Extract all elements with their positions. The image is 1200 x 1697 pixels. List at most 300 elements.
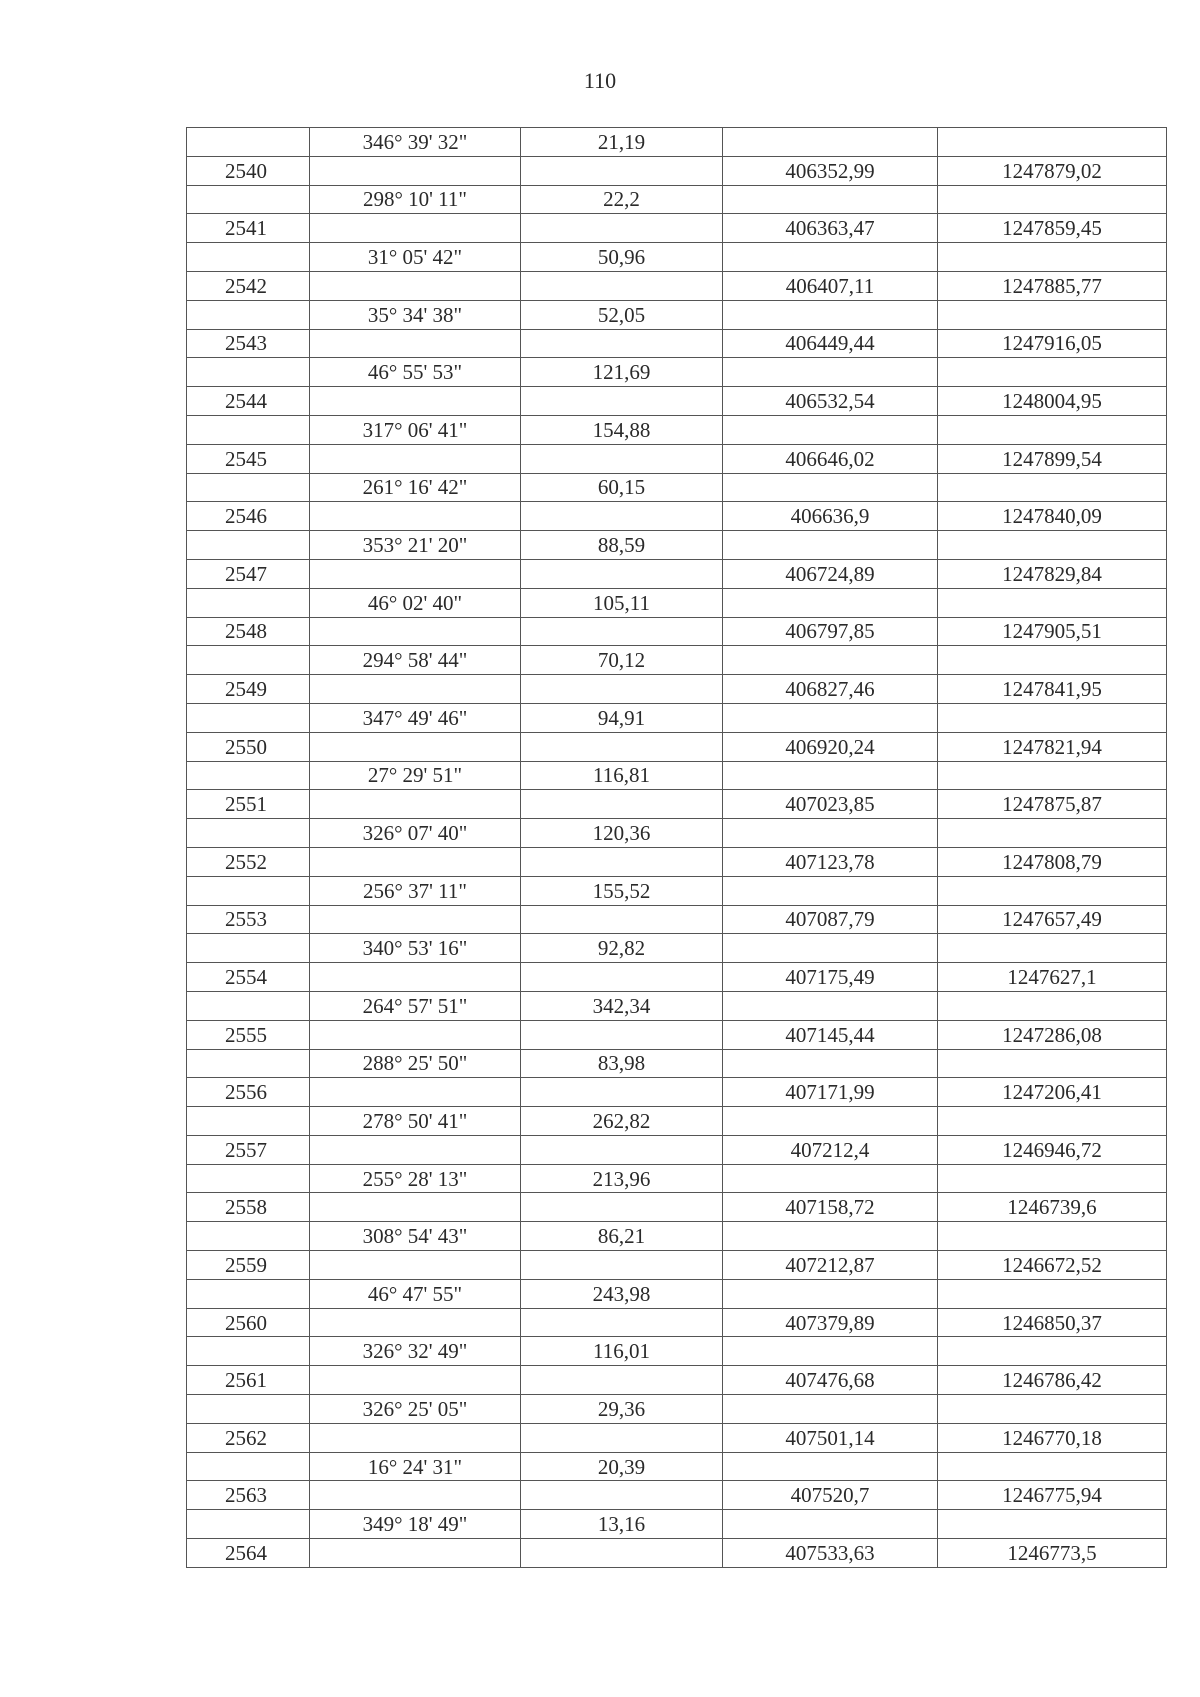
x-coordinate-cell [723,1279,938,1308]
table-row [187,1107,1167,1136]
y-coordinate-cell [938,1222,1167,1251]
y-coordinate-cell [938,1395,1167,1424]
point-number-cell: 2543 [187,329,310,358]
direction-angle-cell: 16° 24' 31" [310,1452,521,1481]
table-row [187,617,1167,646]
table-row [187,473,1167,502]
x-coordinate-cell: 407145,44 [723,1020,938,1049]
point-number-cell [187,243,310,272]
point-number-cell: 2559 [187,1251,310,1280]
point-number-cell [187,1164,310,1193]
x-coordinate-cell [723,1107,938,1136]
distance-cell [521,1481,723,1510]
y-coordinate-cell: 1246775,94 [938,1481,1167,1510]
x-coordinate-cell [723,1395,938,1424]
distance-cell: 120,36 [521,819,723,848]
coordinates-table [186,127,1167,1568]
direction-angle-cell [310,847,521,876]
table-row [187,358,1167,387]
page-number: 110 [583,68,617,93]
direction-angle-cell [310,1251,521,1280]
point-number-cell: 2550 [187,732,310,761]
y-coordinate-cell: 1247899,54 [938,444,1167,473]
distance-cell [521,675,723,704]
direction-angle-cell: 349° 18' 49" [310,1510,521,1539]
direction-angle-cell [310,1481,521,1510]
distance-cell [521,214,723,243]
table-row [187,559,1167,588]
point-number-cell: 2558 [187,1193,310,1222]
y-coordinate-cell [938,1164,1167,1193]
table-row [187,531,1167,560]
distance-cell: 121,69 [521,358,723,387]
y-coordinate-cell [938,1049,1167,1078]
y-coordinate-cell: 1247627,1 [938,963,1167,992]
distance-cell [521,387,723,416]
y-coordinate-cell: 1246770,18 [938,1423,1167,1452]
x-coordinate-cell: 407476,68 [723,1366,938,1395]
table-row [187,444,1167,473]
x-coordinate-cell [723,703,938,732]
point-number-cell [187,1395,310,1424]
table-row [187,1423,1167,1452]
distance-cell [521,1539,723,1568]
x-coordinate-cell: 406636,9 [723,502,938,531]
x-coordinate-cell: 406352,99 [723,156,938,185]
point-number-cell: 2555 [187,1020,310,1049]
distance-cell: 116,01 [521,1337,723,1366]
y-coordinate-cell [938,1452,1167,1481]
x-coordinate-cell [723,1452,938,1481]
y-coordinate-cell: 1247808,79 [938,847,1167,876]
direction-angle-cell: 353° 21' 20" [310,531,521,560]
distance-cell: 21,19 [521,128,723,157]
point-number-cell: 2557 [187,1135,310,1164]
y-coordinate-cell [938,761,1167,790]
table-row [187,128,1167,157]
y-coordinate-cell: 1248004,95 [938,387,1167,416]
y-coordinate-cell [938,991,1167,1020]
direction-angle-cell: 46° 55' 53" [310,358,521,387]
x-coordinate-cell: 407379,89 [723,1308,938,1337]
table-row [187,1452,1167,1481]
point-number-cell [187,531,310,560]
distance-cell [521,963,723,992]
distance-cell [521,1366,723,1395]
distance-cell: 154,88 [521,415,723,444]
direction-angle-cell: 256° 37' 11" [310,876,521,905]
direction-angle-cell [310,732,521,761]
direction-angle-cell: 27° 29' 51" [310,761,521,790]
x-coordinate-cell: 407023,85 [723,790,938,819]
distance-cell: 22,2 [521,185,723,214]
point-number-cell [187,588,310,617]
point-number-cell [187,1107,310,1136]
distance-cell [521,502,723,531]
direction-angle-cell: 294° 58' 44" [310,646,521,675]
point-number-cell: 2541 [187,214,310,243]
x-coordinate-cell: 406407,11 [723,271,938,300]
point-number-cell: 2554 [187,963,310,992]
direction-angle-cell: 261° 16' 42" [310,473,521,502]
y-coordinate-cell [938,243,1167,272]
x-coordinate-cell [723,243,938,272]
distance-cell [521,329,723,358]
x-coordinate-cell [723,358,938,387]
x-coordinate-cell [723,1164,938,1193]
y-coordinate-cell [938,646,1167,675]
y-coordinate-cell: 1247905,51 [938,617,1167,646]
y-coordinate-cell: 1247657,49 [938,905,1167,934]
point-number-cell: 2556 [187,1078,310,1107]
direction-angle-cell [310,214,521,243]
distance-cell: 50,96 [521,243,723,272]
direction-angle-cell: 278° 50' 41" [310,1107,521,1136]
point-number-cell: 2542 [187,271,310,300]
point-number-cell: 2561 [187,1366,310,1395]
table-row [187,156,1167,185]
direction-angle-cell: 340° 53' 16" [310,934,521,963]
x-coordinate-cell: 407501,14 [723,1423,938,1452]
y-coordinate-cell: 1247840,09 [938,502,1167,531]
distance-cell [521,271,723,300]
y-coordinate-cell [938,358,1167,387]
direction-angle-cell: 298° 10' 11" [310,185,521,214]
distance-cell [521,1020,723,1049]
y-coordinate-cell: 1247916,05 [938,329,1167,358]
x-coordinate-cell: 406797,85 [723,617,938,646]
point-number-cell: 2553 [187,905,310,934]
table-row [187,214,1167,243]
y-coordinate-cell: 1246773,5 [938,1539,1167,1568]
y-coordinate-cell: 1247885,77 [938,271,1167,300]
table-row [187,963,1167,992]
x-coordinate-cell [723,1337,938,1366]
x-coordinate-cell: 407123,78 [723,847,938,876]
point-number-cell: 2544 [187,387,310,416]
direction-angle-cell: 326° 07' 40" [310,819,521,848]
point-number-cell [187,876,310,905]
x-coordinate-cell: 406827,46 [723,675,938,704]
coordinates-table-body [187,128,1167,1568]
direction-angle-cell [310,1193,521,1222]
direction-angle-cell [310,905,521,934]
direction-angle-cell: 346° 39' 32" [310,128,521,157]
table-row [187,703,1167,732]
direction-angle-cell [310,1308,521,1337]
x-coordinate-cell [723,415,938,444]
point-number-cell [187,703,310,732]
point-number-cell [187,300,310,329]
direction-angle-cell [310,617,521,646]
point-number-cell [187,1337,310,1366]
direction-angle-cell [310,1135,521,1164]
x-coordinate-cell [723,1222,938,1251]
point-number-cell [187,761,310,790]
distance-cell [521,156,723,185]
x-coordinate-cell: 407533,63 [723,1539,938,1568]
x-coordinate-cell [723,128,938,157]
table-row [187,761,1167,790]
y-coordinate-cell: 1247206,41 [938,1078,1167,1107]
distance-cell: 88,59 [521,531,723,560]
direction-angle-cell [310,271,521,300]
point-number-cell: 2545 [187,444,310,473]
point-number-cell [187,128,310,157]
y-coordinate-cell: 1246739,6 [938,1193,1167,1222]
direction-angle-cell [310,387,521,416]
table-row [187,1308,1167,1337]
x-coordinate-cell: 406724,89 [723,559,938,588]
distance-cell: 94,91 [521,703,723,732]
distance-cell [521,1135,723,1164]
point-number-cell [187,358,310,387]
direction-angle-cell [310,156,521,185]
table-row [187,387,1167,416]
table-row [187,243,1167,272]
direction-angle-cell: 31° 05' 42" [310,243,521,272]
distance-cell: 29,36 [521,1395,723,1424]
table-row [187,732,1167,761]
point-number-cell [187,1222,310,1251]
point-number-cell: 2562 [187,1423,310,1452]
x-coordinate-cell: 407520,7 [723,1481,938,1510]
x-coordinate-cell [723,876,938,905]
table-row [187,934,1167,963]
distance-cell: 60,15 [521,473,723,502]
table-row [187,675,1167,704]
point-number-cell [187,415,310,444]
distance-cell: 70,12 [521,646,723,675]
direction-angle-cell [310,1539,521,1568]
x-coordinate-cell: 407212,4 [723,1135,938,1164]
y-coordinate-cell: 1246946,72 [938,1135,1167,1164]
point-number-cell: 2560 [187,1308,310,1337]
point-number-cell [187,1049,310,1078]
point-number-cell: 2563 [187,1481,310,1510]
table-row [187,646,1167,675]
table-row [187,1395,1167,1424]
point-number-cell [187,185,310,214]
y-coordinate-cell [938,1510,1167,1539]
table-row [187,1164,1167,1193]
point-number-cell [187,1452,310,1481]
direction-angle-cell: 326° 32' 49" [310,1337,521,1366]
direction-angle-cell [310,1366,521,1395]
y-coordinate-cell: 1247821,94 [938,732,1167,761]
distance-cell: 243,98 [521,1279,723,1308]
table-row [187,876,1167,905]
distance-cell: 116,81 [521,761,723,790]
x-coordinate-cell [723,934,938,963]
y-coordinate-cell [938,1337,1167,1366]
table-row [187,271,1167,300]
distance-cell: 20,39 [521,1452,723,1481]
point-number-cell [187,1279,310,1308]
x-coordinate-cell [723,819,938,848]
table-row [187,1049,1167,1078]
y-coordinate-cell: 1247286,08 [938,1020,1167,1049]
x-coordinate-cell [723,761,938,790]
direction-angle-cell [310,1423,521,1452]
y-coordinate-cell [938,1279,1167,1308]
table-row [187,1510,1167,1539]
distance-cell [521,905,723,934]
direction-angle-cell: 255° 28' 13" [310,1164,521,1193]
direction-angle-cell: 46° 47' 55" [310,1279,521,1308]
table-row [187,1366,1167,1395]
direction-angle-cell: 308° 54' 43" [310,1222,521,1251]
table-row [187,1020,1167,1049]
y-coordinate-cell [938,934,1167,963]
distance-cell [521,1308,723,1337]
y-coordinate-cell: 1247879,02 [938,156,1167,185]
x-coordinate-cell [723,300,938,329]
direction-angle-cell [310,790,521,819]
y-coordinate-cell [938,531,1167,560]
table-row [187,1078,1167,1107]
distance-cell: 52,05 [521,300,723,329]
y-coordinate-cell [938,703,1167,732]
distance-cell: 92,82 [521,934,723,963]
direction-angle-cell [310,675,521,704]
point-number-cell: 2551 [187,790,310,819]
table-row [187,1135,1167,1164]
y-coordinate-cell [938,128,1167,157]
distance-cell [521,1423,723,1452]
y-coordinate-cell: 1247859,45 [938,214,1167,243]
table-row [187,1222,1167,1251]
table-row [187,185,1167,214]
y-coordinate-cell: 1246672,52 [938,1251,1167,1280]
table-row [187,1279,1167,1308]
y-coordinate-cell: 1246850,37 [938,1308,1167,1337]
table-row [187,847,1167,876]
y-coordinate-cell [938,876,1167,905]
x-coordinate-cell: 406646,02 [723,444,938,473]
direction-angle-cell [310,1020,521,1049]
distance-cell [521,790,723,819]
point-number-cell [187,1510,310,1539]
y-coordinate-cell [938,473,1167,502]
point-number-cell [187,819,310,848]
x-coordinate-cell [723,1510,938,1539]
distance-cell [521,1078,723,1107]
direction-angle-cell [310,329,521,358]
point-number-cell [187,473,310,502]
x-coordinate-cell: 406449,44 [723,329,938,358]
direction-angle-cell [310,1078,521,1107]
x-coordinate-cell [723,646,938,675]
x-coordinate-cell: 406532,54 [723,387,938,416]
x-coordinate-cell: 407212,87 [723,1251,938,1280]
distance-cell [521,559,723,588]
distance-cell: 262,82 [521,1107,723,1136]
y-coordinate-cell [938,1107,1167,1136]
distance-cell [521,617,723,646]
direction-angle-cell: 317° 06' 41" [310,415,521,444]
direction-angle-cell [310,963,521,992]
table-row [187,1337,1167,1366]
direction-angle-cell: 326° 25' 05" [310,1395,521,1424]
x-coordinate-cell: 407175,49 [723,963,938,992]
point-number-cell: 2547 [187,559,310,588]
distance-cell: 213,96 [521,1164,723,1193]
point-number-cell: 2564 [187,1539,310,1568]
direction-angle-cell: 46° 02' 40" [310,588,521,617]
x-coordinate-cell [723,588,938,617]
point-number-cell [187,646,310,675]
y-coordinate-cell: 1247875,87 [938,790,1167,819]
point-number-cell: 2540 [187,156,310,185]
direction-angle-cell: 35° 34' 38" [310,300,521,329]
x-coordinate-cell [723,473,938,502]
table-row [187,588,1167,617]
distance-cell: 13,16 [521,1510,723,1539]
y-coordinate-cell: 1246786,42 [938,1366,1167,1395]
distance-cell [521,1251,723,1280]
point-number-cell: 2552 [187,847,310,876]
distance-cell: 83,98 [521,1049,723,1078]
point-number-cell [187,991,310,1020]
y-coordinate-cell: 1247841,95 [938,675,1167,704]
y-coordinate-cell [938,415,1167,444]
y-coordinate-cell [938,819,1167,848]
distance-cell [521,732,723,761]
table-row [187,300,1167,329]
point-number-cell [187,934,310,963]
direction-angle-cell: 288° 25' 50" [310,1049,521,1078]
point-number-cell: 2548 [187,617,310,646]
x-coordinate-cell [723,185,938,214]
x-coordinate-cell: 406363,47 [723,214,938,243]
table-row [187,790,1167,819]
y-coordinate-cell [938,300,1167,329]
y-coordinate-cell [938,588,1167,617]
x-coordinate-cell: 407087,79 [723,905,938,934]
x-coordinate-cell [723,1049,938,1078]
distance-cell: 105,11 [521,588,723,617]
direction-angle-cell: 264° 57' 51" [310,991,521,1020]
table-row [187,905,1167,934]
distance-cell [521,444,723,473]
table-row [187,415,1167,444]
direction-angle-cell [310,559,521,588]
direction-angle-cell: 347° 49' 46" [310,703,521,732]
x-coordinate-cell [723,531,938,560]
table-row [187,502,1167,531]
distance-cell: 86,21 [521,1222,723,1251]
table-row [187,1251,1167,1280]
distance-cell [521,847,723,876]
table-row [187,1193,1167,1222]
table-row [187,329,1167,358]
table-row [187,1481,1167,1510]
distance-cell: 155,52 [521,876,723,905]
table-row [187,1539,1167,1568]
direction-angle-cell [310,502,521,531]
direction-angle-cell [310,444,521,473]
x-coordinate-cell: 406920,24 [723,732,938,761]
x-coordinate-cell: 407158,72 [723,1193,938,1222]
distance-cell [521,1193,723,1222]
table-row [187,991,1167,1020]
x-coordinate-cell: 407171,99 [723,1078,938,1107]
table-row [187,819,1167,848]
x-coordinate-cell [723,991,938,1020]
point-number-cell: 2546 [187,502,310,531]
y-coordinate-cell [938,185,1167,214]
